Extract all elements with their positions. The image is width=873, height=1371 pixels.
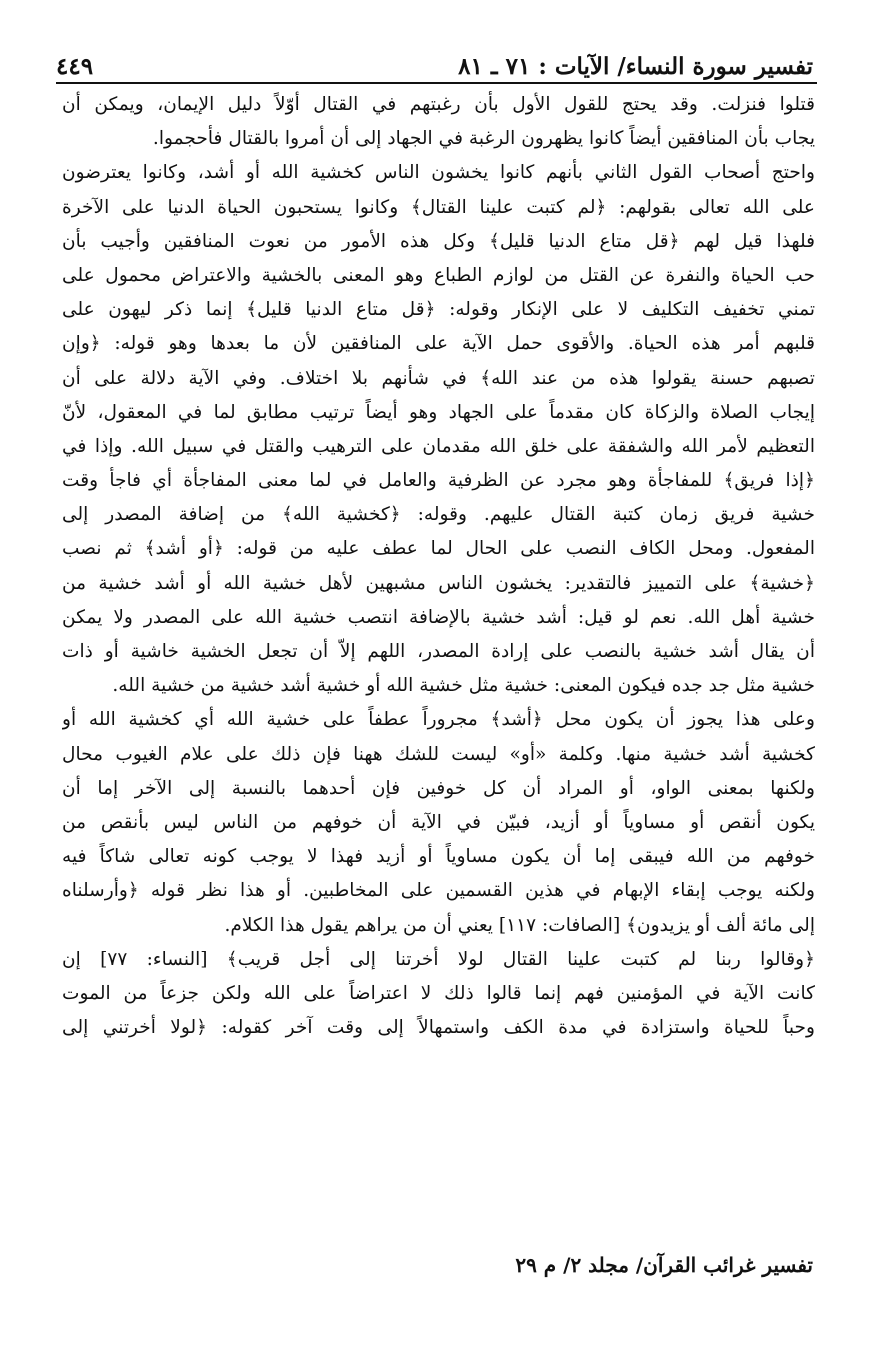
body-text	[62, 88, 815, 1246]
text-line: يكون أنقص أو مساوياً أو أزيد، فبيّن في الآية أن خوفهم من الناس ليس بأنقص من	[62, 811, 815, 833]
text-line: ولكنها بمعنى الواو، أو المراد أن كل خوفين فإن أحدهما بالنسبة إلى الآخر إما أن	[62, 777, 815, 799]
text-line: ﴿وقالوا ربنا لم كتبت علينا القتال لولا أخرتنا إلى أجل قريب﴾ [النساء: ٧٧] إن	[62, 948, 815, 970]
text-line: ولكنه يوجب إبقاء الإبهام في هذين القسمين على المخاطبين. أو هذا نظر قوله ﴿وأرسلناه	[62, 880, 815, 902]
text-line: قتلوا فنزلت. وقد يحتج للقول الأول بأن رغبتهم في القتال أوّلاً دليل الإيمان، ويمكن أن	[62, 94, 815, 115]
signature-line: تفسير غرائب القرآن/ مجلد ٢/ م ٢٩	[515, 1253, 813, 1277]
text-line: واحتج أصحاب القول الثاني بأنهم كانوا يخشون الناس كخشية الله أو أشد، وكانوا يعترضون	[62, 162, 815, 184]
text-line: التعظيم لأمر الله والشفقة على خلق الله مقدمان على الترهيب والقتل في سبيل الله. وإذا في	[62, 435, 815, 457]
page-number: ٤٤٩	[56, 53, 94, 80]
text-line: وعلى هذا يجوز أن يكون محل ﴿أشد﴾ مجروراً عطفاً على خشية الله أي كخشية الله أو	[62, 709, 815, 731]
text-line: ﴿خشية﴾ على التمييز فالتقدير: يخشون الناس مشبهين لأهل خشية الله أو أشد خشية من	[62, 572, 815, 594]
running-title: تفسير سورة النساء/ الآيات : ٧١ ـ ٨١	[458, 53, 813, 80]
text-line: إلى مائة ألف أو يزيدون﴾ [الصافات: ١١٧] يعني أن من يراهم يقول هذا الكلام.	[224, 914, 815, 936]
text-line: أن يقال أشد خشية بالنصب على إرادة المصدر، اللهم إلاّ أن تجعل الخشية خاشية أو ذات	[62, 641, 815, 662]
text-line: إيجاب الصلاة والزكاة كان مقدماً على الجهاد وهو أيضاً ترتيب مطابق لما في المعقول، لأنّ	[62, 401, 815, 423]
text-line: كانت الآية في المؤمنين فهم إنما قالوا ذلك لا اعتراضاً على الله ولكن جزعاً من الموت	[62, 982, 815, 1004]
text-line: خشية أهل الله. نعم لو قيل: أشد خشية بالإضافة انتصب خشية الله على المصدر ولا يمكن	[62, 606, 815, 628]
page-header	[56, 40, 813, 80]
text-line: تصبهم حسنة يقولوا هذه من عند الله﴾ في شأنهم بلا اختلاف. وفي الآية دلالة على أن	[62, 367, 815, 389]
text-line: ﴿إذا فريق﴾ للمفاجأة وهو مجرد عن الظرفية والعامل في لما معنى المفاجأة أي فاجأ وقت	[62, 470, 815, 492]
text-line: خوفهم من الله فيبقى إما أن يكون مساوياً أو أزيد فهذا لا يوجب كونه تعالى شاكاً فيه	[62, 846, 815, 868]
text-line: خشية فريق زمان كتبة القتال عليهم. وقوله: ﴿كخشية الله﴾ من إضافة المصدر إلى	[62, 504, 815, 526]
text-line: تمني تخفيف التكليف لا على الإنكار وقوله: ﴿قل متاع الدنيا قليل﴾ إنما ذكر ليهون على	[62, 299, 815, 321]
text-line: حب الحياة والنفرة عن القتل من لوازم الطباع وهو المعنى بالخشية والاعتراض محمول على	[62, 264, 815, 286]
text-line: المفعول. ومحل الكاف النصب على الحال لما عطف عليه من قوله: ﴿أو أشد﴾ ثم نصب	[62, 538, 815, 560]
text-line: فلهذا قيل لهم ﴿قل متاع الدنيا قليل﴾ وكل هذه الأمور من نعوت المنافقين وأجيب بأن	[62, 230, 815, 252]
text-line: كخشية أشد خشية منها. وكلمة «أو» ليست للشك ههنا فإن ذلك على علام الغيوب محال	[62, 743, 815, 765]
header-rule	[56, 82, 817, 84]
text-line: وحباً للحياة واستزادة في مدة الكف واستمهالاً إلى وقت آخر كقوله: ﴿لولا أخرتني إلى	[62, 1017, 815, 1039]
text-line: على الله تعالى بقولهم: ﴿لم كتبت علينا القتال﴾ وكانوا يستحبون الحياة الدنيا على الآخرة	[62, 196, 815, 218]
text-line: يجاب بأن المنافقين أيضاً كانوا يظهرون الرغبة في الجهاد إلى أن أمروا بالقتال فأحجموا.	[152, 128, 815, 150]
text-line: قلبهم أمر هذه الحياة. والأقوى حمل الآية على المنافقين لأن ما بعدها وهو قوله: ﴿وإن	[62, 333, 815, 355]
text-line: خشية مثل جد جده فيكون المعنى: خشية مثل خشية الله أو خشية أشد خشية من خشية الله.	[112, 675, 815, 697]
